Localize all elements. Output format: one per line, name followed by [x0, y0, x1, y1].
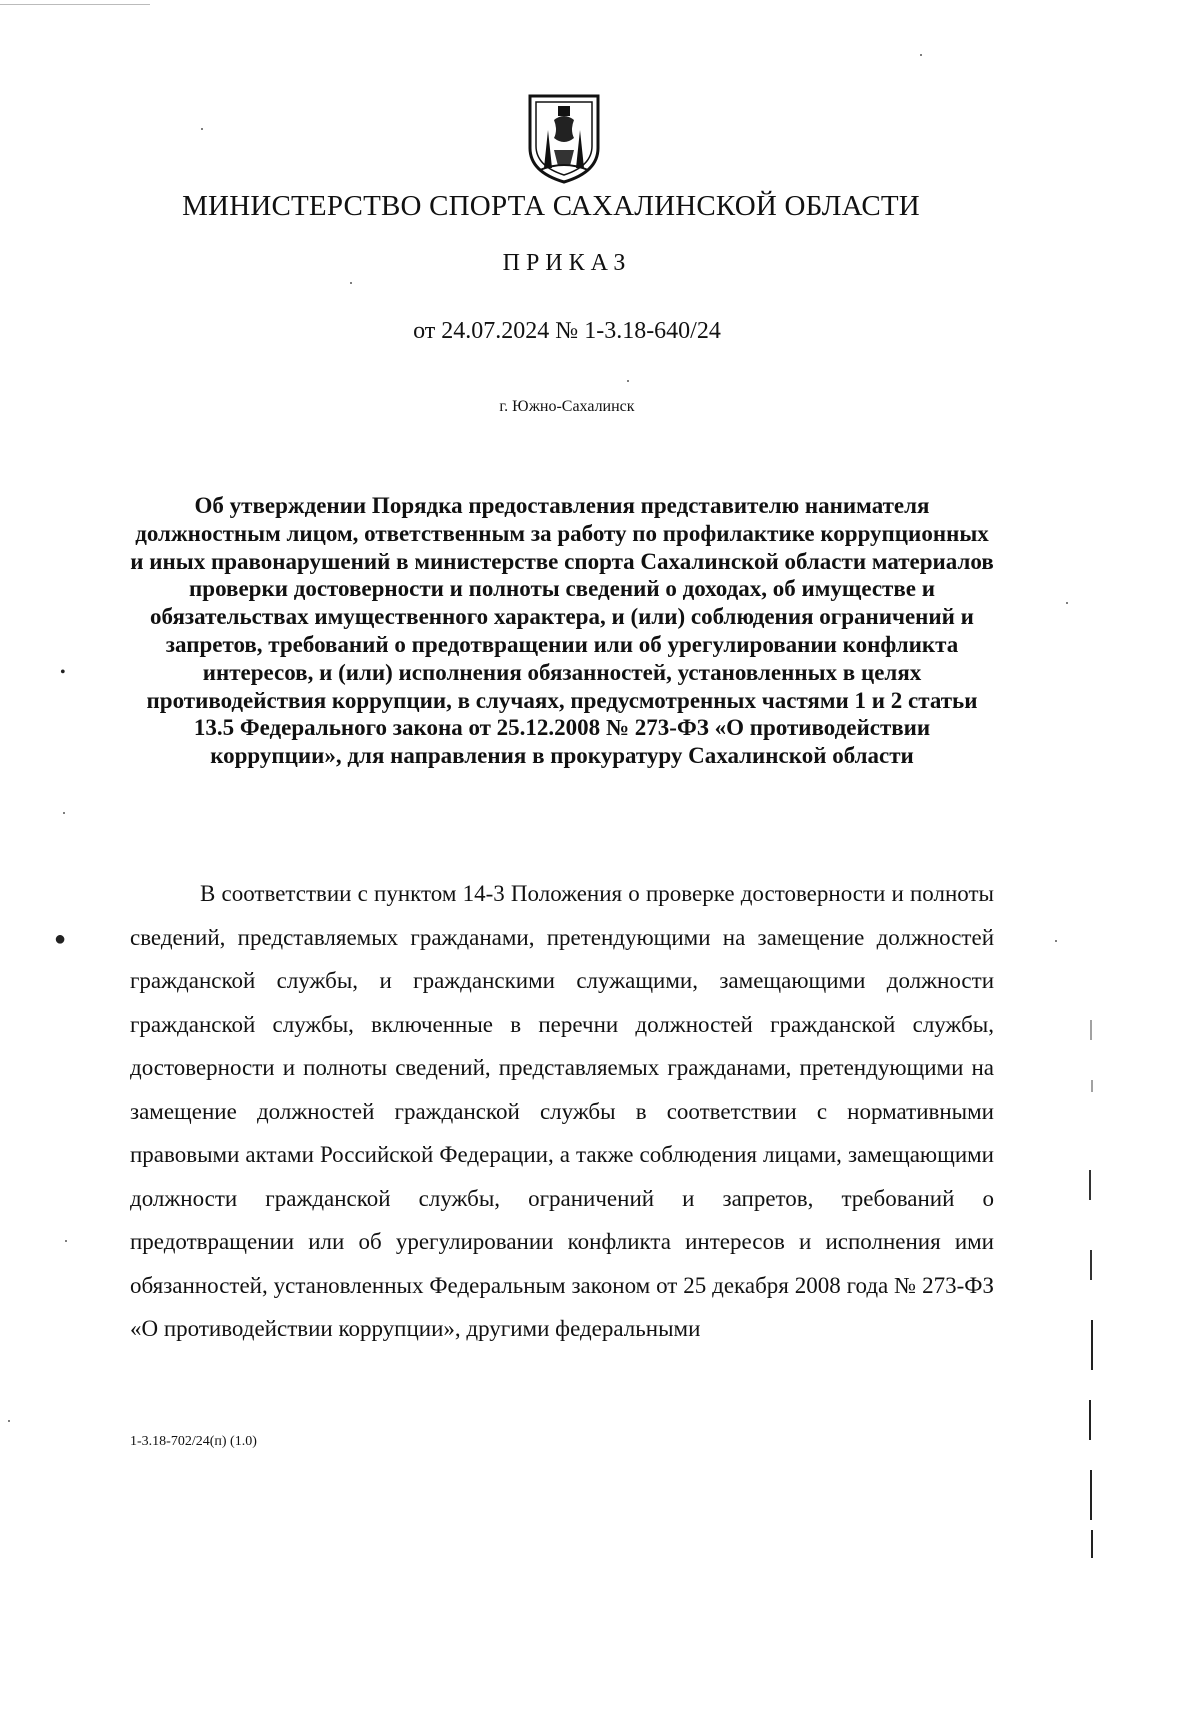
scan-speck — [201, 128, 203, 130]
document-type-heading: ПРИКАЗ — [502, 250, 632, 276]
ministry-name: МИНИСТЕРСТВО СПОРТА САХАЛИНСКОЙ ОБЛАСТИ — [182, 190, 920, 222]
punch-hole-mark: ● — [54, 928, 67, 950]
order-date-number: от 24.07.2024 № 1-3.18-640/24 — [413, 318, 721, 344]
scan-speck — [1055, 940, 1057, 942]
scan-speck — [8, 1420, 10, 1422]
scan-edge-marks — [1082, 1020, 1096, 1560]
scan-speck — [920, 54, 922, 56]
scan-speck — [1066, 602, 1068, 604]
city-name: г. Южно-Сахалинск — [499, 398, 635, 415]
scan-speck — [627, 380, 629, 382]
coat-of-arms-emblem — [524, 90, 604, 186]
scan-speck — [63, 812, 65, 814]
scan-speck: • — [60, 664, 66, 681]
body-paragraph: В соответствии с пунктом 14-3 Положения о проверке достоверности и полноты сведений, представляемых гражданами, претендующими на замещение должностей гражданской службы, и гражданскими служащими, замещающими должности гражданской службы, включенные в перечни должностей гражданской службы, достоверности и полноты сведений, представляемых гражданами, претендующими на замещение должностей гражданской службы в соответствии с нормативными правовыми актами Российской Федерации, а также соблюдения лицами, замещающими должности гражданской службы, ограничений и запретов, требований о предотвращении или об урегулировании конфликта интересов и исполнения ими обязанностей, установленных Федеральным законом от 25 декабря 2008 года № 273-ФЗ «О противодействии коррупции», другими федеральными — [130, 881, 994, 1341]
scan-artifact-line — [0, 4, 150, 5]
document-title: Об утверждении Порядка предоставления представителю нанимателя должностным лицом, ответственным за работу по профилактике коррупционных и иных правонарушений в министерстве спорта Сахалинской области материалов проверки достоверности и полноты сведений о доходах, об имуществе и обязательствах имущественного характера, и (или) соблюдения ограничений и запретов, требований о предотвращении или об урегулировании конфликта интересов, и (или) исполнения обязанностей, установленных в целях противодействия коррупции, в случаях, предусмотренных частями 1 и 2 статьи 13.5 Федерального закона от 25.12.2008 № 273-ФЗ «О противодействии коррупции», для направления в прокуратуру Сахалинской области — [130, 493, 994, 769]
scan-speck — [350, 282, 352, 284]
scan-speck — [65, 1240, 67, 1242]
footer-document-code: 1-3.18-702/24(п) (1.0) — [130, 1434, 257, 1449]
